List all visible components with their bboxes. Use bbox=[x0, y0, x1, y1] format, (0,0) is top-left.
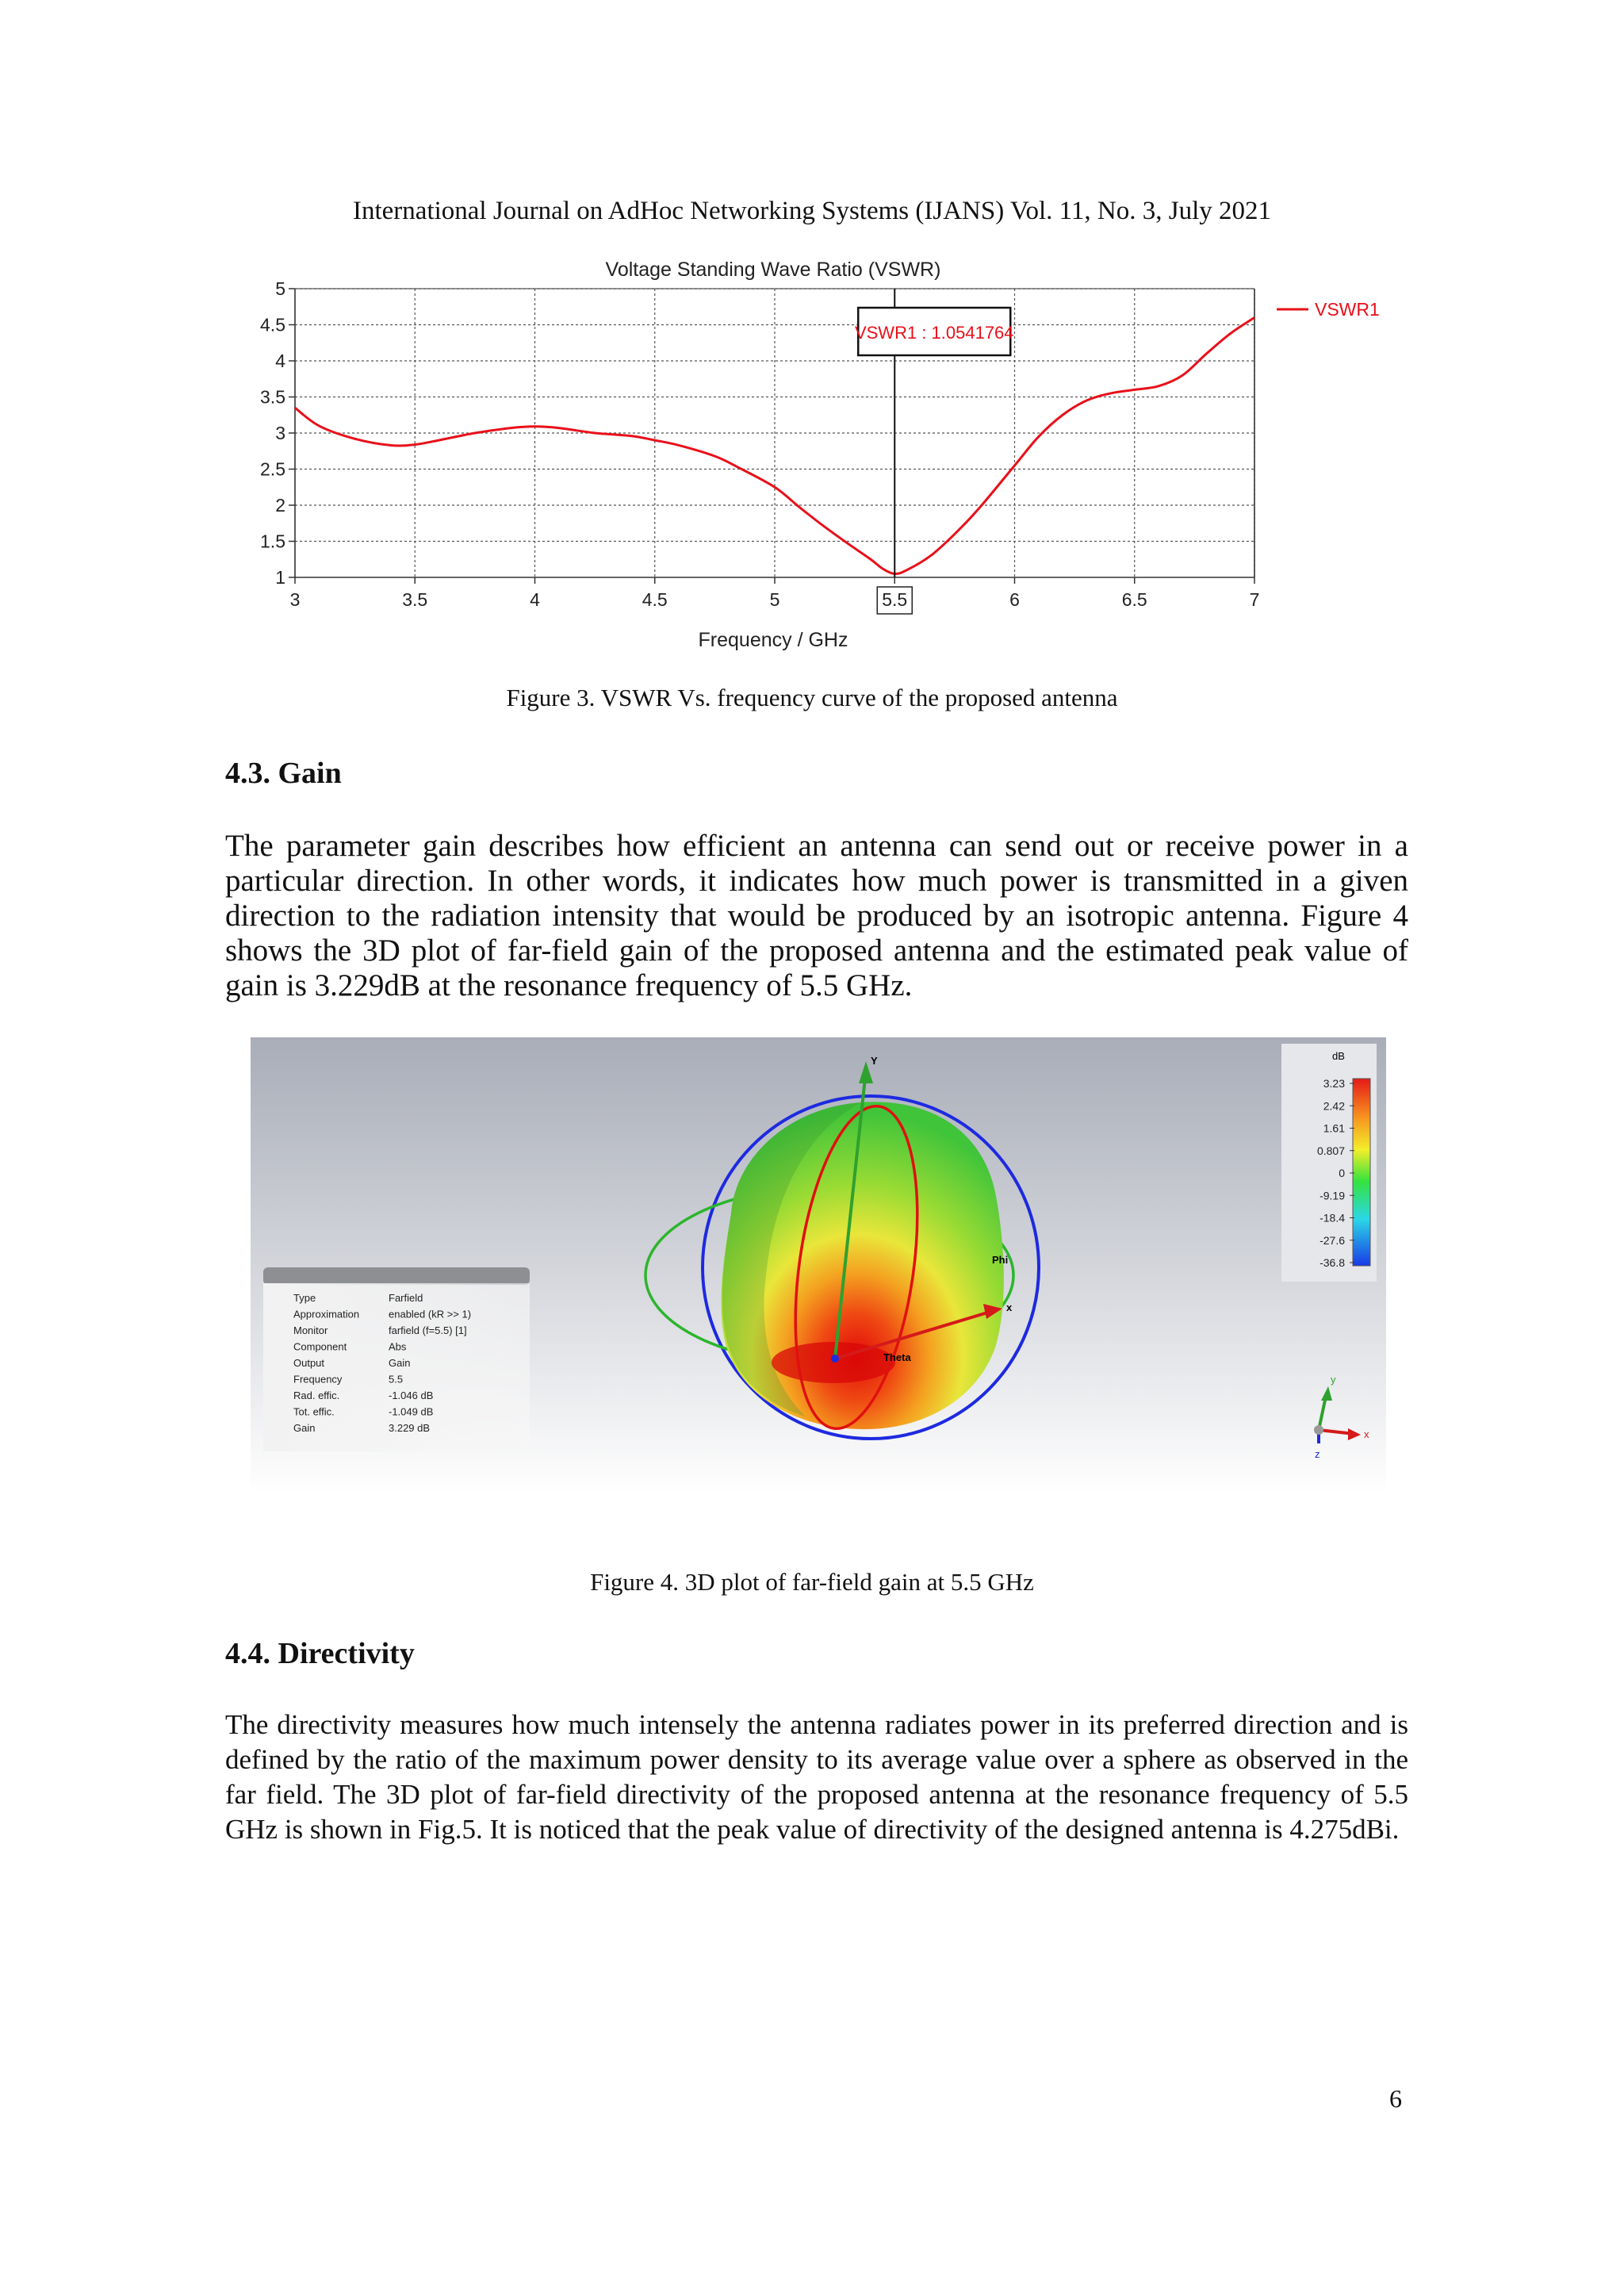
farfield-gain-svg bbox=[251, 1037, 1386, 1497]
y-axis-label: Y bbox=[871, 1055, 878, 1067]
vswr-x-tick-label: 6 bbox=[1009, 589, 1020, 610]
vswr-chart-title: Voltage Standing Wave Ratio (VSWR) bbox=[605, 259, 941, 281]
vswr-chart bbox=[238, 252, 1388, 657]
vswr-y-tick-label: 1 bbox=[275, 567, 285, 588]
info-row-label: Gain bbox=[293, 1422, 316, 1434]
info-row-value: Abs bbox=[389, 1340, 407, 1353]
vswr-y-tick-label: 4 bbox=[275, 351, 285, 371]
vswr-x-tick-label: 4 bbox=[530, 589, 540, 610]
info-panel-titlebar bbox=[263, 1267, 530, 1285]
vswr-x-tick-label: 5.5 bbox=[882, 589, 908, 610]
info-row-label: Monitor bbox=[293, 1324, 328, 1336]
info-row-value: Gain bbox=[389, 1357, 411, 1369]
triad-y-label: y bbox=[1331, 1374, 1336, 1386]
section-heading-gain: 4.3. Gain bbox=[225, 757, 342, 790]
info-row-label: Approximation bbox=[293, 1308, 360, 1320]
info-row-value: 5.5 bbox=[389, 1373, 404, 1386]
colorbar-gradient bbox=[1353, 1079, 1370, 1266]
farfield-colorbar bbox=[1281, 1044, 1377, 1282]
vswr-chart-svg bbox=[238, 252, 1388, 657]
info-row-label: Type bbox=[293, 1292, 316, 1304]
triad-z-label: z bbox=[1315, 1448, 1320, 1460]
x-axis-label: x bbox=[1006, 1301, 1013, 1313]
colorbar-tick-label: -9.19 bbox=[1320, 1189, 1345, 1202]
vswr-x-tick-label: 7 bbox=[1249, 589, 1260, 610]
vswr-grid bbox=[295, 289, 1254, 577]
info-row-label: Component bbox=[293, 1340, 347, 1353]
vswr-y-tick-label: 3.5 bbox=[260, 386, 285, 408]
info-row-label: Rad. effic. bbox=[293, 1389, 340, 1401]
vswr-y-tick-label: 5 bbox=[275, 278, 285, 299]
vswr-x-tick-label: 5 bbox=[769, 589, 780, 610]
info-row-value: farfield (f=5.5) [1] bbox=[389, 1324, 467, 1336]
gain-peak-region bbox=[772, 1342, 895, 1383]
figure-3-caption: Figure 3. VSWR Vs. frequency curve of the proposed antenna bbox=[506, 684, 1118, 711]
colorbar-tick-label: 0.807 bbox=[1316, 1144, 1345, 1157]
vswr-y-tick-label: 2.5 bbox=[260, 458, 285, 480]
vswr-y-tick-label: 2 bbox=[275, 495, 285, 516]
figure-4-caption: Figure 4. 3D plot of far-field gain at 5.5 GHz bbox=[590, 1568, 1034, 1596]
triad-origin bbox=[1314, 1425, 1323, 1435]
info-row-value: -1.049 dB bbox=[389, 1405, 434, 1418]
running-header: International Journal on AdHoc Networking Systems (IJANS) Vol. 11, No. 3, July 2021 bbox=[353, 197, 1271, 225]
colorbar-tick-label: 2.42 bbox=[1323, 1099, 1345, 1113]
vswr-x-tick-label: 3 bbox=[289, 589, 301, 610]
vswr-y-tick-label: 1.5 bbox=[260, 531, 285, 552]
vswr-x-tick-label: 4.5 bbox=[642, 589, 668, 610]
vswr-y-tick-label: 3 bbox=[275, 423, 285, 443]
directivity-paragraph: The directivity measures how much intensely the antenna radiates power in its preferred direction and is defined by the ratio of the maximum power density to its average value over a sphere as observed in the far field. The 3D plot of far-field directivity of the proposed antenna at the resonance frequency of 5.5 GHz is shown in Fig.5. It is noticed that the peak value of directivity of the designed antenna is 4.275dBi. bbox=[225, 1709, 1408, 1845]
colorbar-tick-label: -18.4 bbox=[1320, 1211, 1345, 1225]
theta-label: Theta bbox=[883, 1351, 911, 1363]
section-heading-directivity: 4.4. Directivity bbox=[225, 1637, 415, 1670]
info-row-value: -1.046 dB bbox=[389, 1389, 434, 1401]
farfield-gain-figure bbox=[251, 1037, 1386, 1497]
colorbar-tick-label: -36.8 bbox=[1320, 1256, 1345, 1269]
vswr-x-tick-label: 6.5 bbox=[1121, 589, 1147, 610]
colorbar-tick-label: -27.6 bbox=[1320, 1233, 1345, 1247]
origin-marker bbox=[831, 1355, 839, 1363]
vswr-x-axis-label: Frequency / GHz bbox=[698, 629, 848, 651]
phi-label: Phi bbox=[992, 1254, 1009, 1266]
vswr-y-tick-label: 4.5 bbox=[260, 314, 285, 335]
info-row-value: 3.229 dB bbox=[389, 1422, 431, 1434]
colorbar-tick-label: 0 bbox=[1339, 1167, 1345, 1179]
colorbar-tick-label: 1.61 bbox=[1323, 1121, 1345, 1135]
vswr-marker-label: VSWR1 : 1.0541764 bbox=[854, 323, 1014, 343]
page-number: 6 bbox=[1389, 2084, 1402, 2113]
colorbar-tick-label: 3.23 bbox=[1323, 1077, 1345, 1090]
info-row-label: Tot. effic. bbox=[293, 1405, 335, 1418]
info-row-value: Farfield bbox=[389, 1292, 423, 1304]
vswr-legend bbox=[1277, 299, 1380, 320]
triad-x-label: x bbox=[1364, 1428, 1369, 1440]
farfield-info-panel bbox=[263, 1267, 530, 1451]
info-row-label: Output bbox=[293, 1357, 325, 1369]
vswr-legend-label: VSWR1 bbox=[1315, 299, 1380, 320]
vswr-x-tick-label: 3.5 bbox=[402, 589, 428, 610]
info-row-label: Frequency bbox=[293, 1373, 343, 1386]
colorbar-unit: dB bbox=[1332, 1050, 1345, 1062]
gain-paragraph: The parameter gain describes how efficient an antenna can send out or receive power in a particular direction. In other words, it indicates how much power is transmitted in a given direction to the radiation intensity that would be produced by an isotropic antenna. Figure 4 shows the 3D plot of far-field gain of the proposed antenna and the estimated peak value of gain is 3.229dB at the resonance frequency of 5.5 GHz. bbox=[225, 829, 1408, 1002]
info-row-value: enabled (kR >> 1) bbox=[389, 1308, 472, 1320]
